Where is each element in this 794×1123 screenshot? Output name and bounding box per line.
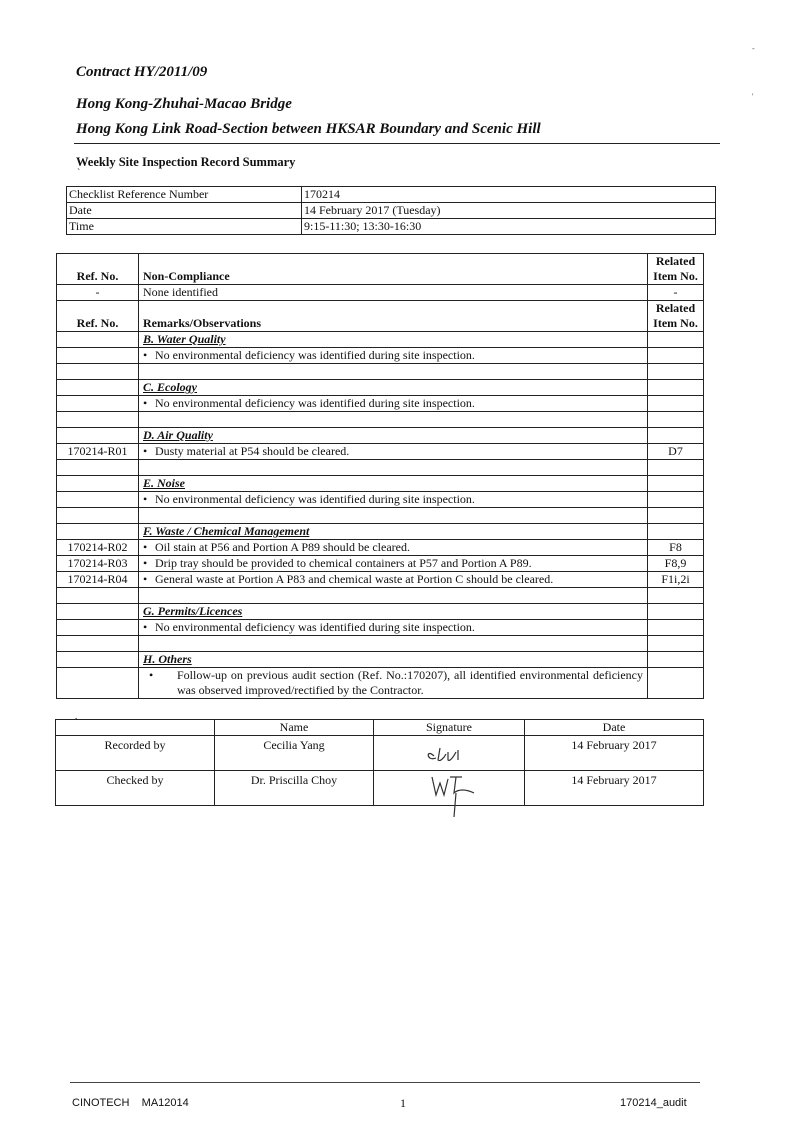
scan-mark: ' [752, 92, 754, 101]
scan-dot: . [75, 711, 78, 721]
ref-cell: - [57, 285, 139, 301]
category-row [57, 652, 704, 668]
signature-image [374, 738, 524, 766]
role-cell: Checked by [56, 771, 215, 806]
remark-item: • General waste at Portion A P83 and chemical waste at Portion C should be cleared. [139, 572, 648, 588]
signoff-row [56, 771, 704, 806]
table-row [57, 492, 704, 508]
remarks-header-row [57, 301, 704, 332]
info-value: 9:15-11:30; 13:30-16:30 [302, 219, 716, 235]
noncompliance-header-row [57, 254, 704, 285]
remark-item: • Dusty material at P54 should be cleared. [139, 444, 648, 460]
contract-title: Contract HY/2011/09 [76, 64, 208, 80]
category-row [57, 604, 704, 620]
signature-cell [374, 771, 525, 806]
tick-mark: ` [77, 168, 81, 179]
remark-item: • Follow-up on previous audit section (Ref. No.:170207), all identified environmental deficiency was observed improved/rectified by the Contractor. [139, 668, 648, 699]
signature-image [374, 773, 524, 801]
spacer-row [57, 636, 704, 652]
section-title: Hong Kong Link Road-Section between HKSAR Boundary and Scenic Hill [76, 121, 541, 137]
related-cell: F8,9 [648, 556, 704, 572]
header-divider [74, 143, 720, 144]
related-cell: F8 [648, 540, 704, 556]
summary-title: Weekly Site Inspection Record Summary [76, 155, 296, 169]
category-title: B. Water Quality [139, 332, 648, 348]
category-row [57, 380, 704, 396]
category-title: D. Air Quality [139, 428, 648, 444]
table-row [57, 556, 704, 572]
footer-company: CINOTECH MA12014 [72, 1097, 189, 1109]
signoff-header-row [56, 720, 704, 736]
table-row [57, 572, 704, 588]
table-row [57, 396, 704, 412]
name-cell: Dr. Priscilla Choy [215, 771, 374, 806]
spacer-row [57, 364, 704, 380]
table-row [57, 348, 704, 364]
info-value: 170214 [302, 187, 716, 203]
related-cell: - [648, 285, 704, 301]
related-header: Related Item No. [648, 301, 704, 332]
signoff-row [56, 736, 704, 771]
spacer-row [57, 460, 704, 476]
ref-header: Ref. No. [57, 301, 139, 332]
category-row [57, 428, 704, 444]
category-title: E. Noise [139, 476, 648, 492]
checklist-info-table [66, 186, 716, 235]
info-row [67, 203, 716, 219]
info-row [67, 187, 716, 203]
info-value: 14 February 2017 (Tuesday) [302, 203, 716, 219]
footer-file-ref: 170214_audit [620, 1097, 687, 1109]
table-row [57, 285, 704, 301]
date-header: Date [525, 720, 704, 736]
related-cell: D7 [648, 444, 704, 460]
ref-cell: 170214-R02 [57, 540, 139, 556]
ref-cell: 170214-R01 [57, 444, 139, 460]
category-row [57, 476, 704, 492]
name-cell: Cecilia Yang [215, 736, 374, 771]
remark-item: • No environmental deficiency was identified during site inspection. [139, 620, 648, 636]
info-row [67, 219, 716, 235]
category-title: H. Others [139, 652, 648, 668]
remarks-header: Remarks/Observations [139, 301, 648, 332]
table-row [57, 444, 704, 460]
signature-cell [374, 736, 525, 771]
remark-item: • Drip tray should be provided to chemical containers at P57 and Portion A P89. [139, 556, 648, 572]
remark-item: • No environmental deficiency was identified during site inspection. [139, 492, 648, 508]
spacer-row [57, 412, 704, 428]
signoff-table [55, 719, 704, 806]
footer-divider [70, 1082, 700, 1083]
related-cell: F1i,2i [648, 572, 704, 588]
ref-cell: 170214-R04 [57, 572, 139, 588]
ref-header: Ref. No. [57, 254, 139, 285]
info-label: Time [67, 219, 302, 235]
scan-mark: - [752, 44, 755, 53]
noncompliance-header: Non-Compliance [139, 254, 648, 285]
date-cell: 14 February 2017 [525, 736, 704, 771]
table-row [57, 540, 704, 556]
role-cell: Recorded by [56, 736, 215, 771]
inspection-table [56, 253, 704, 699]
category-row [57, 332, 704, 348]
date-cell: 14 February 2017 [525, 771, 704, 806]
table-row [57, 620, 704, 636]
project-title: Hong Kong-Zhuhai-Macao Bridge [76, 96, 292, 112]
spacer-row [57, 508, 704, 524]
info-label: Checklist Reference Number [67, 187, 302, 203]
remark-item: • No environmental deficiency was identified during site inspection. [139, 348, 648, 364]
remark-item: • No environmental deficiency was identified during site inspection. [139, 396, 648, 412]
category-title: F. Waste / Chemical Management [139, 524, 648, 540]
table-row [57, 668, 704, 699]
signature-header: Signature [374, 720, 525, 736]
category-row [57, 524, 704, 540]
category-title: G. Permits/Licences [139, 604, 648, 620]
related-header: Related Item No. [648, 254, 704, 285]
ref-cell: 170214-R03 [57, 556, 139, 572]
remark-item: • Oil stain at P56 and Portion A P89 should be cleared. [139, 540, 648, 556]
info-label: Date [67, 203, 302, 219]
page-number: 1 [400, 1096, 406, 1110]
category-title: C. Ecology [139, 380, 648, 396]
spacer-row [57, 588, 704, 604]
name-header: Name [215, 720, 374, 736]
noncompliance-text: None identified [139, 285, 648, 301]
